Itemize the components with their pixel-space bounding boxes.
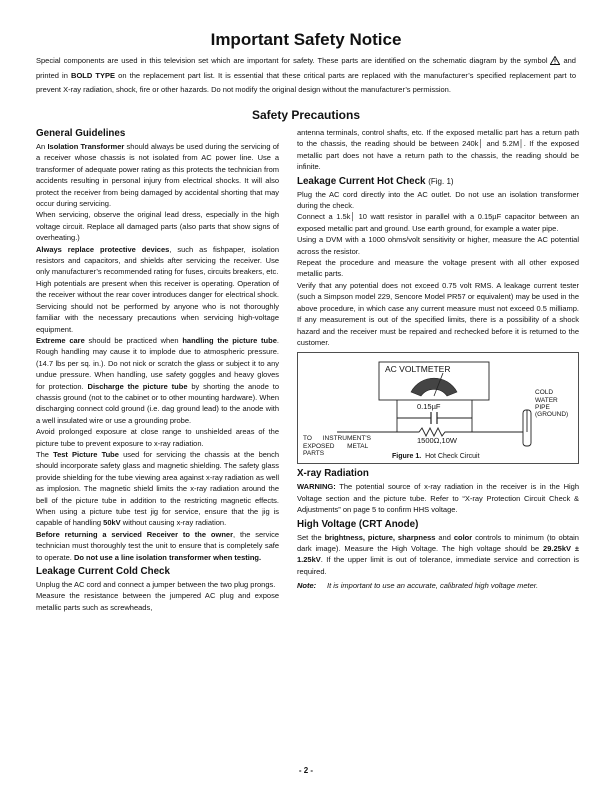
intro-text-1: Special components are used in this television set which are important for safety. These parts are identified on the schematic diagram by the symbol (36, 56, 548, 65)
cold-check-paragraph-1: Unplug the AC cord and connect a jumper between the two plug prongs. (36, 580, 276, 590)
general-paragraph-5 (36, 335, 279, 426)
caption-text: Hot Check Circuit (425, 453, 480, 461)
bold-text: Always replace protective devices (36, 244, 170, 254)
resistor-label: 1500Ω,10W (417, 436, 457, 446)
cold-water-pipe-label: COLD WATER PIPE (GROUND) (535, 389, 569, 418)
bold-text: Discharge the picture tube (87, 381, 188, 391)
text: used for servicing the chassis at the bench should incorporate safety glass and magnetic shielding. The safety glass provide shielding for the tube viewing area against x-ray radiation as well as implosion. The magnetic shield limits the x-ray radiation around the bell of the picture tube in addition to the restricting magnetic effects. When using a picture tube test jig for service, ensure that the jig is capable of handling (36, 449, 279, 528)
figure-reference: (Fig. 1) (428, 176, 454, 186)
bold-text: 29.25kV ± 1.25kV (297, 543, 579, 565)
left-column (36, 125, 279, 613)
figure-caption (392, 453, 480, 460)
capacitor-label: 0.15µF (417, 402, 441, 412)
intro-text-2: and printed in (36, 56, 576, 80)
cold-check-heading: Leakage Current Cold Check (36, 566, 170, 578)
text: Set the (297, 532, 322, 542)
text: controls to minimum (to obtain dark image). Measure the High Voltage. The high voltage should be (297, 532, 579, 553)
intro-paragraph (36, 54, 576, 98)
general-paragraph-1 (36, 141, 279, 209)
bold-text: Do not use a line isolation transformer when testing. (73, 552, 262, 562)
text: should always be used during the servicing of a receiver whose chassis is not isolated from AC power line. Use a transformer of adequate power rating as this protects the technician from accidents resulting in personal injury from electrical shocks. It will also protect the receiver from being damaged by accidental shorting that may occur during servicing. (36, 142, 280, 209)
note (297, 580, 579, 591)
text: , the service technician must thoroughly test the unit to ensure that is completely safe to operate. (36, 529, 280, 562)
bold-text: handling the picture tube (182, 335, 277, 345)
caption-label: Figure 1. (392, 453, 422, 461)
xray-heading: X-ray Radiation (297, 468, 369, 480)
general-guidelines-heading: General Guidelines (36, 128, 126, 139)
bold-text: brightness, picture, sharpness (324, 532, 436, 542)
note-text: It is important to use an accurate, calibrated high voltage meter. (327, 581, 539, 591)
text: , such as fishpaper, isolation resistors and capacitors, and shields after servicing the receiver. Use only manufacturer’s recommended rating for fuses, circuits breakers, etc. (36, 244, 279, 277)
text: . Rough handling may cause it to implode due to atmospheric pressure. (14.7 lbs per sq. in.). Do not nick or scratch the glass or subject it to any undue pressure. When handling, use safety goggles and heavy gloves for protection. (36, 335, 279, 391)
bold-text: Test Picture Tube (53, 449, 119, 459)
general-paragraph-2: When servicing, observe the original lead dress, especially in the high voltage circuit. Replace all damaged parts (also parts that show signs of overheating.) (36, 210, 279, 243)
hot-check-paragraph-2: Connect a 1.5k│ 10 watt resistor in parallel with a 0.15µF capacitor between an exposed metallic part and ground. Use earth ground, for example a water pipe. (297, 212, 579, 233)
general-paragraph-7 (36, 449, 279, 529)
bold-text: Extreme care (36, 335, 85, 345)
bold-text: Before returning a serviced Receiver to the owner (36, 529, 234, 539)
text: The (36, 449, 49, 459)
xray-paragraph (297, 481, 579, 515)
general-paragraph-8 (36, 529, 279, 563)
heading-text: Leakage Current Hot Check (297, 175, 426, 187)
intro-text-3: on the replacement part list. It is essential that these critical parts are replaced with the manufacturer’s specified replacement part to prevent X-ray radiation, shock, fire or other hazards. Do not modify the original design without the manufacturer’s permission. (36, 70, 577, 95)
cold-check-paragraph-3: antenna terminals, control shafts, etc. If the exposed metallic part has a return path to the chassis, the reading should be between 240k│ and 5.2M│. If the exposed metallic part does not have a return path to the chassis, the reading should be infinite. (297, 128, 579, 172)
hot-check-paragraph-5: Verify that any potential does not exceed 0.75 volt RMS. A leakage current tester (such a Simpson model 229, Sencore Model PR57 or equivalent) may be used in the above procedure, in which case any current measure must not exceed 0.5 milliamp. If any measurement is out of the specified limits, there is a possibility of a shock hazard and the receiver must be repaired and rechecked before it is returned to the customer. (297, 280, 579, 347)
hot-check-paragraph-3: Using a DVM with a 1000 ohms/volt sensitivity or higher, measure the AC potential across the resistor. (297, 235, 579, 256)
bold-text: Isolation Transformer (47, 142, 125, 151)
text: should be practiced when (88, 335, 179, 345)
page-number: - 2 - (298, 766, 314, 775)
text: The potential source of x-ray radiation in the receiver is in the High Voltage section and the picture tube. Refer to “X-ray Protection Circuit Check & Adjustments” on page 5 to confirm HHS voltage. (297, 482, 579, 515)
section-title: Safety Precautions (251, 108, 361, 122)
general-paragraph-3 (36, 244, 279, 278)
note-label: Note: (297, 581, 317, 591)
general-paragraph-4: High potentials are present when this receiver is operating. Operation of the receiver without the rear cover introduces danger for electrical shock. Servicing should not be performed by anyone who is not thoroughly familiar with the necessary precautions when servicing high-voltage equipment. (36, 278, 279, 334)
high-voltage-paragraph (297, 532, 579, 578)
page-title: Important Safety Notice (210, 30, 402, 49)
exposed-metal-label: TO INSTRUMENT'S EXPOSED METAL PARTS (303, 435, 371, 457)
right-column (297, 127, 579, 592)
voltmeter-label: AC VOLTMETER (385, 364, 451, 375)
hot-check-circuit-figure (297, 352, 579, 464)
high-voltage-heading: High Voltage (CRT Anode) (297, 518, 419, 530)
text: An (36, 142, 46, 151)
hot-check-paragraph-4: Repeat the procedure and measure the voltage present with all other exposed metallic parts. (297, 258, 579, 279)
cold-check-paragraph-2: Measure the resistance between the jumpered AC plug and expose metallic parts such as screwheads, (36, 591, 279, 612)
text: by shorting the anode to chassis ground (not to the cabinet or to other mounting hardware). When discharging connect cold ground (i.e. dag ground lead) to the anode with a well insulated wire or use a grounding probe. (36, 381, 279, 425)
warning-triangle-icon (550, 56, 560, 65)
text: . If the upper limit is out of tolerance, immediate service and correction is required. (297, 555, 579, 576)
general-paragraph-6: Avoid prolonged exposure at close range to unshielded areas of the picture tube to prevent exposure to x-ray radiation. (36, 427, 279, 448)
bold-text: 50kV (103, 518, 121, 528)
text: without causing x-ray radiation. (122, 518, 227, 528)
text: and (438, 532, 451, 542)
hot-check-paragraph-1: Plug the AC cord directly into the AC outlet. Do not use an isolation transformer during the check. (297, 189, 579, 211)
intro-bold-type: BOLD TYPE (71, 70, 116, 80)
bold-text: color (453, 532, 473, 542)
hot-check-heading (297, 175, 579, 188)
warning-label: WARNING: (297, 482, 336, 492)
